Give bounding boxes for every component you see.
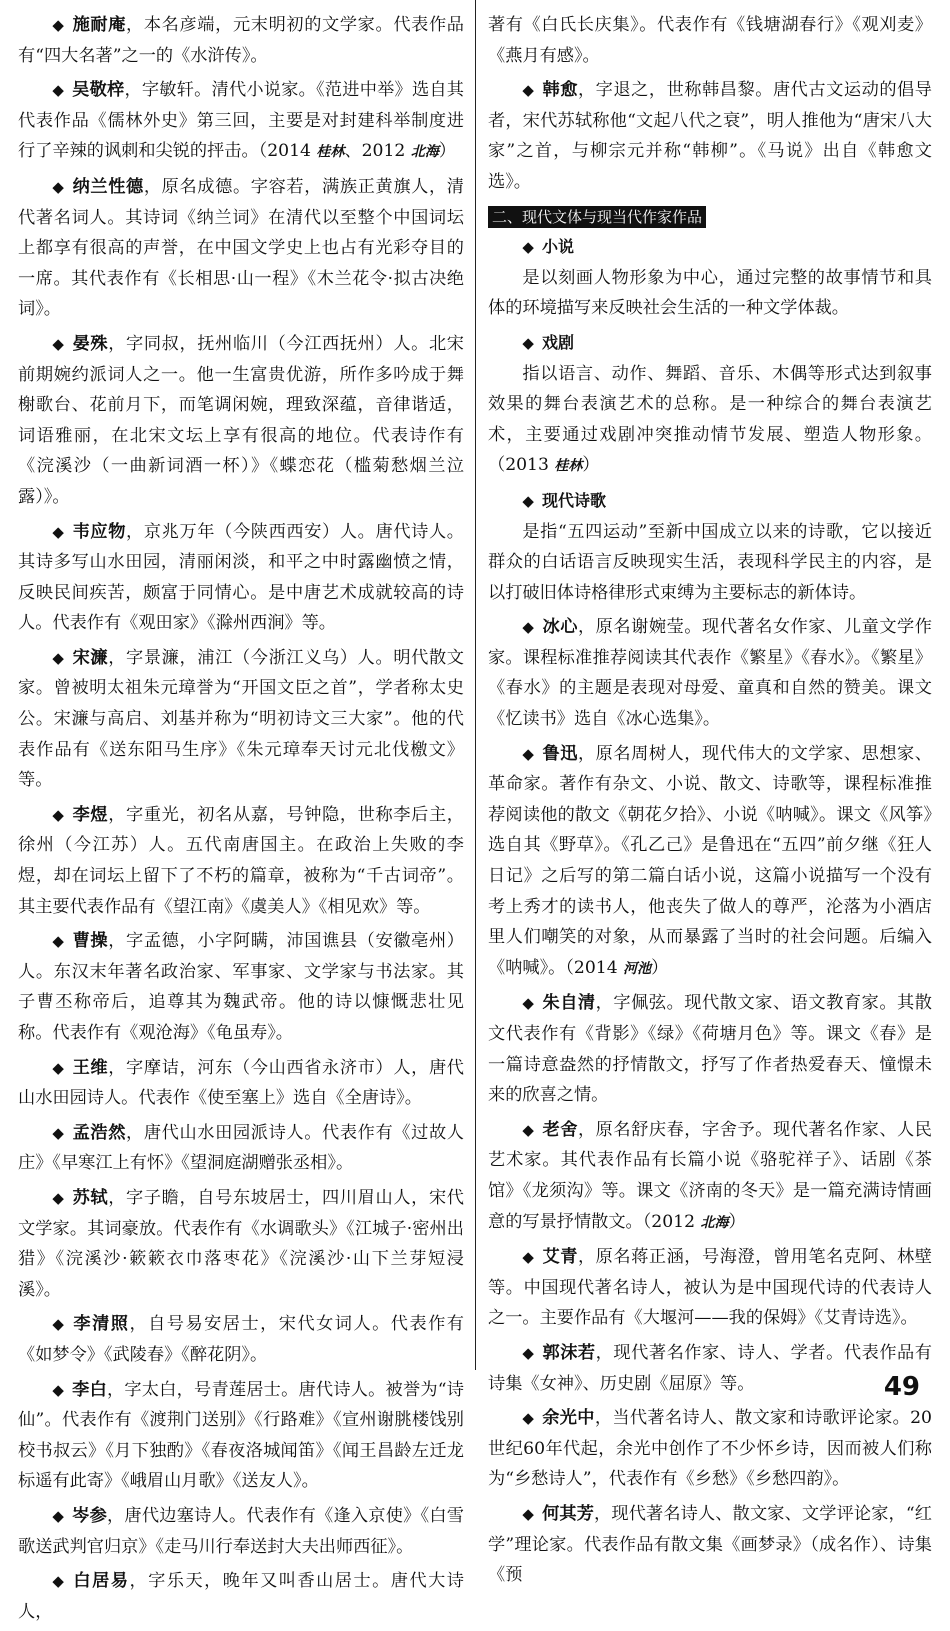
genre-entry (488, 328, 932, 482)
exam-annotation: 北海 (410, 144, 439, 161)
exam-annotation: 北海 (700, 1214, 729, 1231)
author-text: ，字敏轩。清代小说家。《范进中举》选自其代表作品《儒林外史》第三回，主要是对封建科举制度进行了辛辣的讽刺和尖锐的抨击。（2014 (18, 80, 464, 162)
diamond-icon: ◆ (52, 177, 65, 196)
author-text: ，原名周树人，现代伟大的文学家、思想家、革命家。著作有杂文、小说、散文、诗歌等，课程标准推荐阅读他的散文《朝花夕拾》、小说《呐喊》。课文《风筝》选自其《野草》。《孔乙己》是鲁迅在“五四”前夕继《狂人日记》之后写的第二篇白话小说，这篇小说描写一个没有考上秀才的读书人，他丧失了做人的尊严，沦落为小酒店里人们嘲笑的对象，从而暴露了当时的社会问题。后编入《呐喊》。（2014 (488, 743, 932, 978)
diamond-icon: ◆ (522, 238, 534, 257)
diamond-icon: ◆ (522, 1343, 535, 1362)
author-text: ，唐代边塞诗人。代表作有《逢入京使》《白雪歌送武判官归京》《走马川行奉送封大夫出师西征》。 (18, 1505, 464, 1557)
author-entry (18, 517, 464, 639)
genre-entry (488, 232, 932, 324)
author-name: 余光中 (542, 1408, 595, 1429)
author-entry (488, 612, 932, 734)
author-entry (488, 988, 932, 1110)
genre-text: 是以刻画人物形象为中心，通过完整的故事情节和具体的环境描写来反映社会生活的一种文学体裁。 (488, 267, 932, 319)
author-name: 朱自清 (542, 993, 596, 1014)
author-name: 何其芳 (542, 1503, 595, 1524)
author-entry (18, 329, 464, 513)
author-entry (18, 75, 464, 168)
author-name: 郭沫若 (542, 1342, 596, 1363)
diamond-icon: ◆ (52, 1058, 65, 1077)
genre-name: 现代诗歌 (541, 490, 606, 510)
genre-name: 小说 (541, 237, 574, 257)
exam-annotation: 河池 (623, 960, 652, 977)
diamond-icon: ◆ (522, 1120, 535, 1139)
diamond-icon: ◆ (522, 81, 535, 100)
diamond-icon: ◆ (52, 81, 65, 100)
author-text: ，原名成德。字容若，满族正黄旗人，清代著名词人。其诗词《纳兰词》在清代以至整个中国词坛上都享有很高的声誉，在中国文学史上也占有光彩夺目的一席。其代表作有《长相思·山一程》《木兰花令·拟古决绝词》。 (18, 176, 464, 320)
author-name: 白居易 (73, 1571, 130, 1592)
diamond-icon: ◆ (52, 1380, 65, 1399)
diamond-icon: ◆ (52, 805, 65, 824)
author-text: ，字乐天，晚年又叫香山居士。唐代大诗人， (18, 1571, 464, 1622)
diamond-icon: ◆ (522, 618, 535, 637)
author-name: 苏轼 (72, 1187, 109, 1208)
author-entry (488, 1338, 932, 1399)
diamond-icon: ◆ (52, 1123, 65, 1142)
author-entry (18, 1118, 464, 1179)
section-title: 二、现代文体与现当代作家作品 (488, 206, 706, 228)
author-text: ，字退之，世称韩昌黎。唐代古文运动的倡导者，宋代苏轼称他“文起八代之衰”，明人推他为“唐宋八大家”之首，与柳宗元并称“韩柳”。《马说》出自《韩愈文选》。 (488, 80, 932, 192)
author-entry (18, 1501, 464, 1562)
column-divider (475, 0, 476, 1370)
author-name: 曹操 (72, 931, 109, 952)
page-number: 49 (883, 1372, 920, 1402)
author-text: ，原名舒庆春，字舍予。现代著名作家、人民艺术家。其代表作品有长篇小说《骆驼祥子》、话剧《茶馆》《龙须沟》等。课文《济南的冬天》是一篇充满诗情画意的写景抒情散文。（2012 (488, 1119, 932, 1232)
author-entry (488, 739, 932, 985)
author-name: 老舍 (542, 1119, 578, 1140)
diamond-icon: ◆ (52, 1572, 66, 1591)
genre-text: ） (582, 455, 600, 476)
author-text: ，当代著名诗人、散文家和诗歌评论家。20世纪60年代起，余光中创作了不少怀乡诗，因而被人们称为“乡愁诗人”，代表作有《乡愁》《乡愁四韵》。 (488, 1408, 932, 1490)
diamond-icon: ◆ (52, 1506, 65, 1525)
author-name: 李清照 (73, 1314, 130, 1335)
diamond-icon: ◆ (522, 1504, 535, 1523)
author-name: 晏殊 (72, 333, 109, 354)
diamond-icon: ◆ (522, 994, 535, 1013)
author-name: 王维 (72, 1057, 109, 1078)
diamond-icon: ◆ (522, 1248, 535, 1267)
author-text: ，字重光，初名从嘉，号钟隐，世称李后主，徐州（今江苏）人。五代南唐国主。在政治上失败的李煜，却在词坛上留下了不朽的篇章，被称为“千古词帝”。其主要代表作品有《望江南》《虞美人》《相见欢》等。 (18, 804, 464, 917)
author-name: 吴敬梓 (72, 80, 125, 101)
author-text: ，字同叔，抚州临川（今江西抚州）人。北宋前期婉约派词人之一。他一生富贵优游，所作多吟成于舞榭歌台、花前月下，而笔调闲婉，理致深蕴，音律谐适，词语雅丽，在北宋文坛上享有很高的地位。代表诗作有《浣溪沙（一曲新词酒一杯）》《蝶恋花（槛菊愁烟兰泣露）》。 (18, 333, 464, 507)
genre-name: 戏剧 (541, 332, 574, 352)
diamond-icon: ◆ (52, 334, 65, 353)
author-text: ，自号易安居士，宋代女词人。代表作有《如梦令》《武陵春》《醉花阴》。 (18, 1314, 464, 1365)
author-name: 韦应物 (72, 521, 127, 542)
author-text: ，字子瞻，自号东坡居士，四川眉山人，宋代文学家。其词豪放。代表作有《水调歌头》《江城子·密州出猎》《浣溪沙·簌簌衣巾落枣花》《浣溪沙·山下兰芽短浸溪》。 (18, 1187, 464, 1300)
genre-text: 指以语言、动作、舞蹈、音乐、木偶等形式达到叙事效果的舞台表演艺术的总称。是一种综合的舞台表演艺术，主要通过戏剧冲突推动情节发展、塑造人物形象。（2013 (488, 363, 932, 476)
author-name: 李白 (72, 1379, 107, 1400)
author-text: ，本名彦端，元末明初的文学家。代表作品有“四大名著”之一的《水浒传》。 (18, 15, 464, 66)
author-entry (18, 1053, 464, 1114)
author-name: 李煜 (72, 804, 109, 825)
diamond-icon: ◆ (52, 648, 65, 667)
author-text: ） (651, 957, 669, 978)
diamond-icon: ◆ (522, 333, 534, 352)
author-name: 孟浩然 (72, 1122, 127, 1143)
author-name: 艾青 (542, 1247, 578, 1268)
author-text: ，字摩诘，河东（今山西省永济市）人，唐代山水田园诗人。代表作《使至塞上》选自《全唐诗》。 (18, 1057, 464, 1109)
continued-text: 著有《白氏长庆集》。代表作有《钱塘湖春行》《观刈麦》《燕月有感》。 (488, 15, 932, 66)
diamond-icon: ◆ (522, 744, 535, 763)
diamond-icon: ◆ (52, 1315, 66, 1334)
author-entry (18, 643, 464, 796)
right-column (488, 10, 932, 1595)
diamond-icon: ◆ (52, 16, 65, 34)
left-column (18, 10, 464, 1631)
author-text: ，现代著名诗人、散文家、文学评论家，“红学”理论家。代表作品有散文集《画梦录》（成名作）、诗集《预 (488, 1503, 932, 1586)
diamond-icon: ◆ (52, 932, 65, 951)
author-entry (18, 1309, 464, 1370)
diamond-icon: ◆ (522, 1409, 535, 1428)
author-entry (18, 172, 464, 325)
author-text: ） (438, 141, 457, 162)
author-name: 岑参 (72, 1505, 108, 1526)
author-text: ，字佩弦。现代散文家、语文教育家。其散文代表作有《背影》《绿》《荷塘月色》等。课文《春》是一篇诗意盎然的抒情散文，抒写了作者热爱春天、憧憬未来的欣喜之情。 (488, 993, 932, 1106)
author-name: 施耐庵 (72, 15, 127, 35)
exam-annotation: 桂林 (554, 458, 583, 475)
author-entry (18, 1375, 464, 1497)
section-header (488, 202, 932, 233)
author-name: 韩愈 (542, 80, 578, 101)
author-name: 鲁迅 (542, 743, 578, 764)
author-text: ，字太白，号青莲居士。唐代诗人。被誉为“诗仙”。代表作有《渡荆门送别》《行路难》《宣州谢朓楼饯别校书叔云》《月下独酌》《春夜洛城闻笛》《闻王昌龄左迁龙标遥有此寄》《峨眉山月歌》《送友人》。 (18, 1379, 464, 1492)
author-entry (488, 1403, 932, 1495)
author-name: 宋濂 (72, 647, 109, 668)
author-text: ，原名蒋正涵，号海澄，曾用笔名克阿、林壁等。中国现代著名诗人，被认为是中国现代诗的代表诗人之一。主要作品有《大堰河——我的保姆》《艾青诗选》。 (488, 1247, 932, 1329)
diamond-icon: ◆ (52, 1188, 65, 1207)
author-text: ，唐代山水田园派诗人。代表作有《过故人庄》《早寒江上有怀》《望洞庭湖赠张丞相》。 (18, 1122, 464, 1174)
author-text: ） (728, 1211, 746, 1232)
genre-text: 是指“五四运动”至新中国成立以来的诗歌，它以接近群众的白话语言反映现实生活，表现科学民主的内容，是以打破旧体诗格律形式束缚为主要标志的新体诗。 (488, 521, 932, 603)
diamond-icon: ◆ (522, 491, 534, 510)
author-entry (488, 1115, 932, 1238)
author-entry (488, 1499, 932, 1591)
author-text: ，京兆万年（今陕西西安）人。唐代诗人。其诗多写山水田园，清丽闲淡，和平之中时露幽愤之情，反映民间疾苦，颇富于同情心。是中唐艺术成就较高的诗人。代表作有《观田家》《滁州西涧》等。 (18, 521, 464, 634)
diamond-icon: ◆ (52, 522, 65, 541)
author-name: 纳兰性德 (72, 176, 144, 197)
author-entry (488, 75, 932, 197)
author-entry (18, 800, 464, 922)
author-text: ，原名谢婉莹。现代著名女作家、儿童文学作家。课程标准推荐阅读其代表作《繁星》《春水》。《繁星》《春水》的主题是表现对母爱、童真和自然的赞美。课文《忆读书》选自《冰心选集》。 (488, 617, 932, 730)
author-name: 冰心 (542, 617, 578, 638)
genre-entry (488, 486, 932, 608)
author-entry (488, 1242, 932, 1334)
author-entry (18, 1566, 464, 1627)
author-entry (18, 10, 464, 71)
author-text: ，字孟德，小字阿瞒，沛国谯县（安徽亳州）人。东汉末年著名政治家、军事家、文学家与书法家。其子曹丕称帝后，追尊其为魏武帝。他的诗以慷慨悲壮见称。代表作有《观沧海》《龟虽寿》。 (18, 931, 464, 1043)
author-text: ，字景濂，浦江（今浙江义乌）人。明代散文家。曾被明太祖朱元璋誉为“开国文臣之首”，学者称太史公。宋濂与高启、刘基并称为“明初诗文三大家”。他的代表作品有《送东阳马生序》《朱元璋奉天讨元北伐檄文》等。 (18, 647, 464, 791)
author-text: ，现代著名作家、诗人、学者。代表作品有诗集《女神》、历史剧《屈原》等。 (488, 1342, 932, 1394)
author-entry (18, 1183, 464, 1305)
exam-annotation: 桂林 (316, 144, 345, 161)
author-text: 、2012 (344, 141, 411, 162)
author-entry (18, 926, 464, 1048)
